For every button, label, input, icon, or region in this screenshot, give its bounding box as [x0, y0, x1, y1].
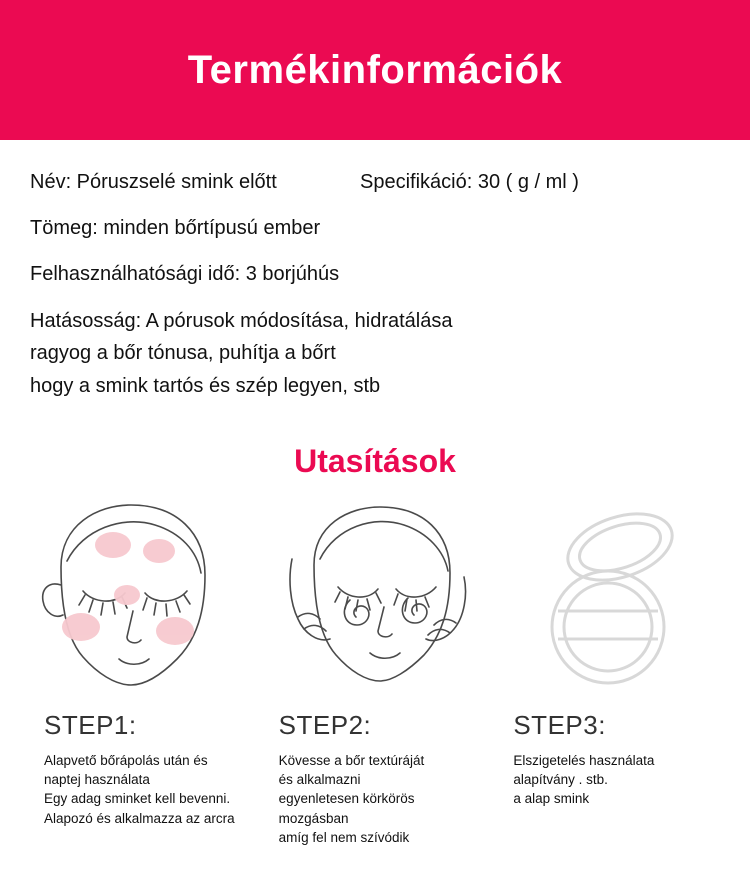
step2-desc-line-3: egyenletesen körkörös mozgásban	[278, 791, 415, 826]
step3-desc-line-1: Elszigetelés használata	[513, 753, 655, 769]
product-spec-text: Specifikáció: 30 ( g / ml )	[360, 171, 579, 193]
step1-description	[22, 751, 247, 828]
step3-illustration	[503, 496, 728, 706]
step1-label: STEP1:	[44, 710, 137, 741]
face-with-circular-massage-icon	[268, 499, 483, 704]
info-row-name-spec	[30, 168, 720, 197]
step2-desc-line-4: amíg fel nem szívódik	[278, 829, 410, 845]
step3-description	[503, 751, 728, 808]
powder-compact-icon	[508, 499, 723, 704]
step1-desc-line-4: Alapozó és alkalmazza az arcra	[44, 810, 235, 826]
efficacy-line-1: Hatásosság: A pórusok módosítása, hidratálása	[30, 310, 453, 332]
step-item	[14, 496, 255, 828]
step3-desc-line-2: alapítvány . stb.	[513, 772, 608, 788]
product-weight-text: Tömeg: minden bőrtípusú ember	[30, 217, 321, 239]
step2-desc-line-2: és alkalmazni	[278, 772, 361, 788]
step1-desc-line-1: Alapvető bőrápolás után és	[44, 753, 208, 769]
info-row-weight	[30, 214, 720, 243]
info-block-efficacy	[30, 306, 720, 401]
product-name-text: Név: Póruszselé smink előtt	[30, 171, 277, 193]
step3-label: STEP3:	[513, 710, 606, 741]
step-item	[495, 496, 736, 808]
step2-label: STEP2:	[278, 710, 372, 741]
step1-illustration	[22, 496, 247, 706]
step1-desc-line-3: Egy adag sminket kell bevenni.	[44, 791, 231, 807]
product-info-section	[0, 140, 750, 401]
step1-desc-line-2: naptej használata	[44, 772, 150, 788]
step-item	[255, 496, 496, 847]
face-with-blush-spots-icon	[27, 499, 242, 704]
step2-illustration	[263, 496, 488, 706]
steps-container	[0, 490, 750, 847]
step2-desc-line-1: Kövesse a bőr textúráját	[278, 753, 425, 769]
step3-desc-line-3: a alap smink	[513, 791, 590, 807]
header-banner	[0, 0, 750, 140]
info-row-shelf-life	[30, 260, 720, 289]
page-title: Termékinformációk	[187, 47, 563, 92]
efficacy-line-2: ragyog a bőr tónusa, puhítja a bőrt	[30, 342, 336, 365]
step2-description	[263, 751, 488, 847]
instructions-title: Utasítások	[294, 443, 456, 480]
product-shelf-life-text: Felhasználhatósági idő: 3 borjúhús	[30, 263, 340, 285]
efficacy-line-3: hogy a smink tartós és szép legyen, stb	[30, 374, 381, 397]
